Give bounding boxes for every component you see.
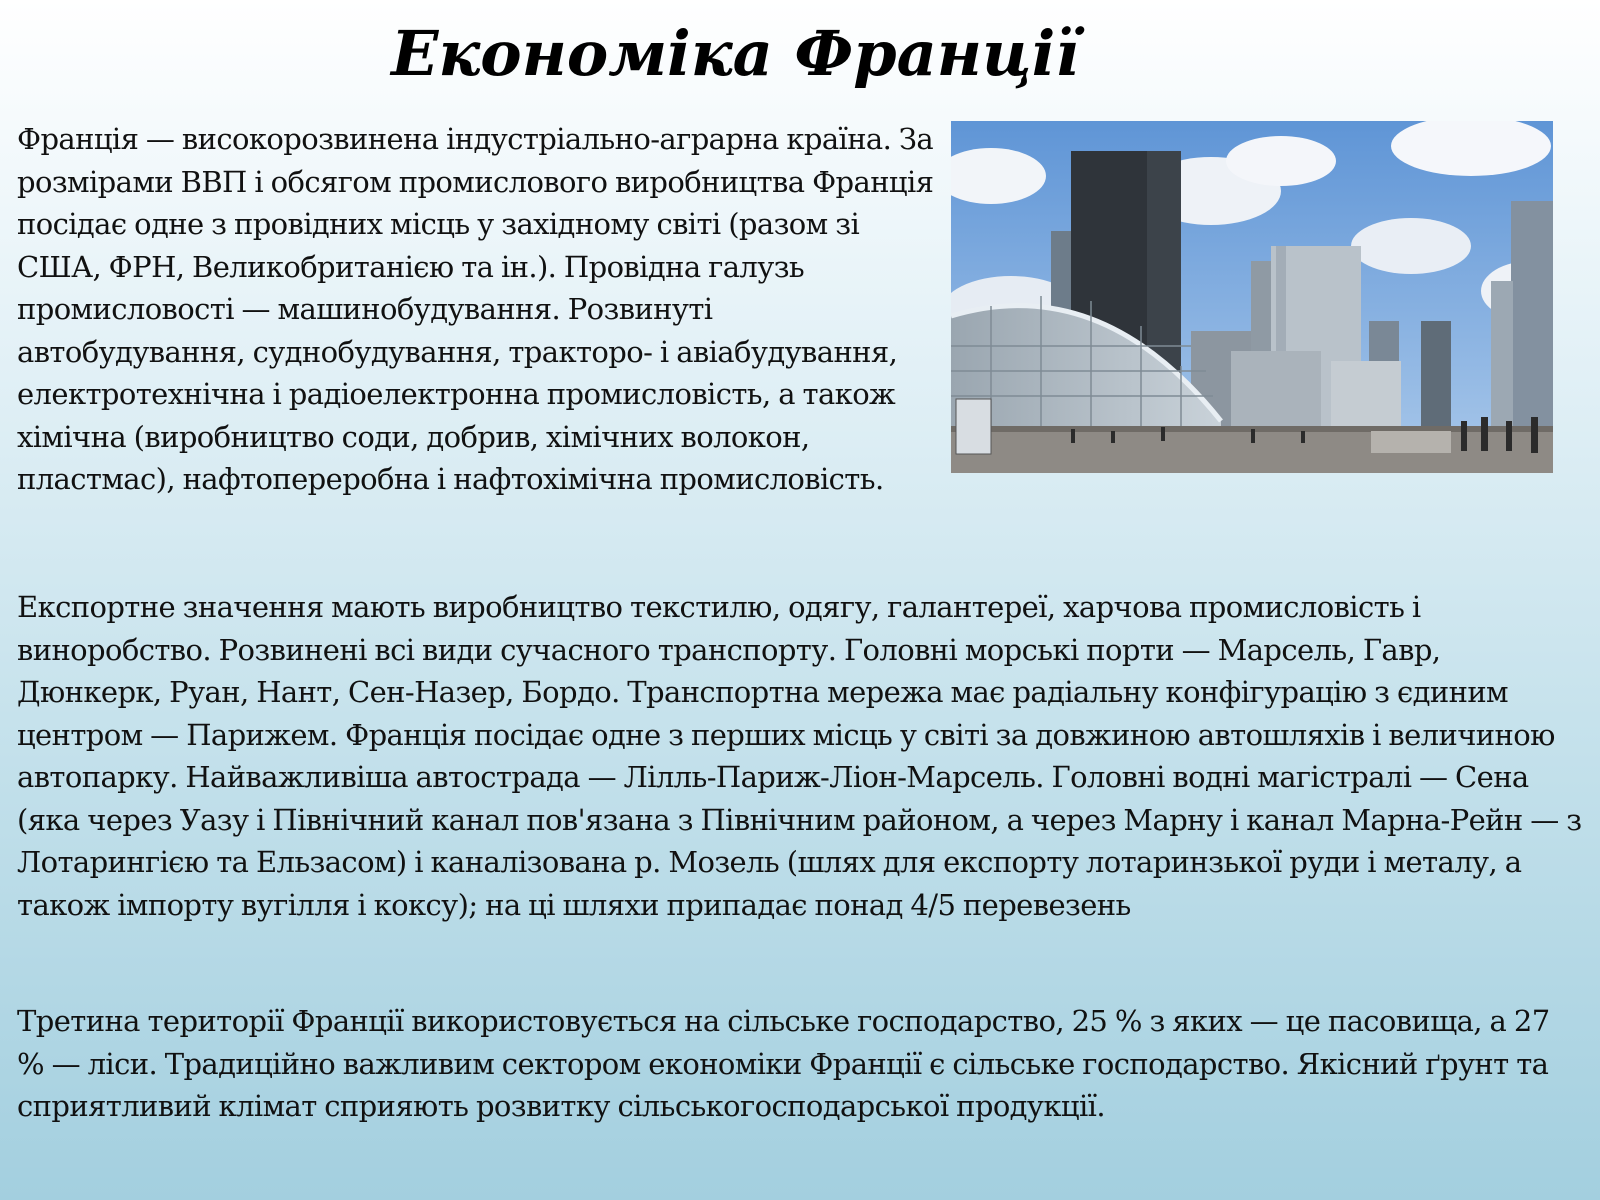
slide-title: Економіка Франції [391, 17, 1079, 90]
paragraph-transport: Експортне значення мають виробництво текстилю, одягу, галантереї, харчова промисловість і виноробство. Розвинені всі види сучасного транспорту. Головні морські порти — Марсель, Гавр, Дюнкерк, Руан, Нант, Сен-Назер, Бордо. Транспортна мережа має радіальну конфігурацію з єдиним центром — Парижем. Франція посідає одне з перших місць у світі за довжиною автошляхів і величиною автопарку. Найважливіша автострада — Лілль-Париж-Ліон-Марсель. Головні водні магістралі — Сена (яка через Уазу і Північний канал пов'язана з Північним районом, а через Марну і канал Марна-Рейн — з Лотарингією та Ельзасом) і каналізована р. Мозель (шлях для експорту лотаринзької руди і металу, а також імпорту вугілля і коксу); на ці шляхи припадає понад 4/5 перевезень [17, 590, 1582, 922]
paragraph-industry: Франція — високорозвинена індустріально-аграрна країна. За розмірами ВВП і обсягом промислового виробництва Франція посідає одне з провідних місць у західному світі (разом зі США, ФРН, Великобританією та ін.). Провідна галузь промисловості — машинобудування. Розвинуті автобудування, суднобудування, тракторо- і авіабудування, електротехнічна і радіоелектронна промисловість, а також хімічна (виробництво соди, добрив, хімічних волокон, пластмас), нафтопереробна і нафтохімічна промисловість. [17, 122, 934, 496]
city-skyline-photo [951, 121, 1553, 473]
paragraph-agriculture: Третина території Франції використовується на сільське господарство, 25 % з яких — це пасовища, а 27 % — ліси. Традиційно важливим сектором економіки Франції є сільське господарство. Якісний ґрунт та сприятливий клімат сприяють розвитку сільськогосподарської продукції. [17, 1004, 1550, 1123]
